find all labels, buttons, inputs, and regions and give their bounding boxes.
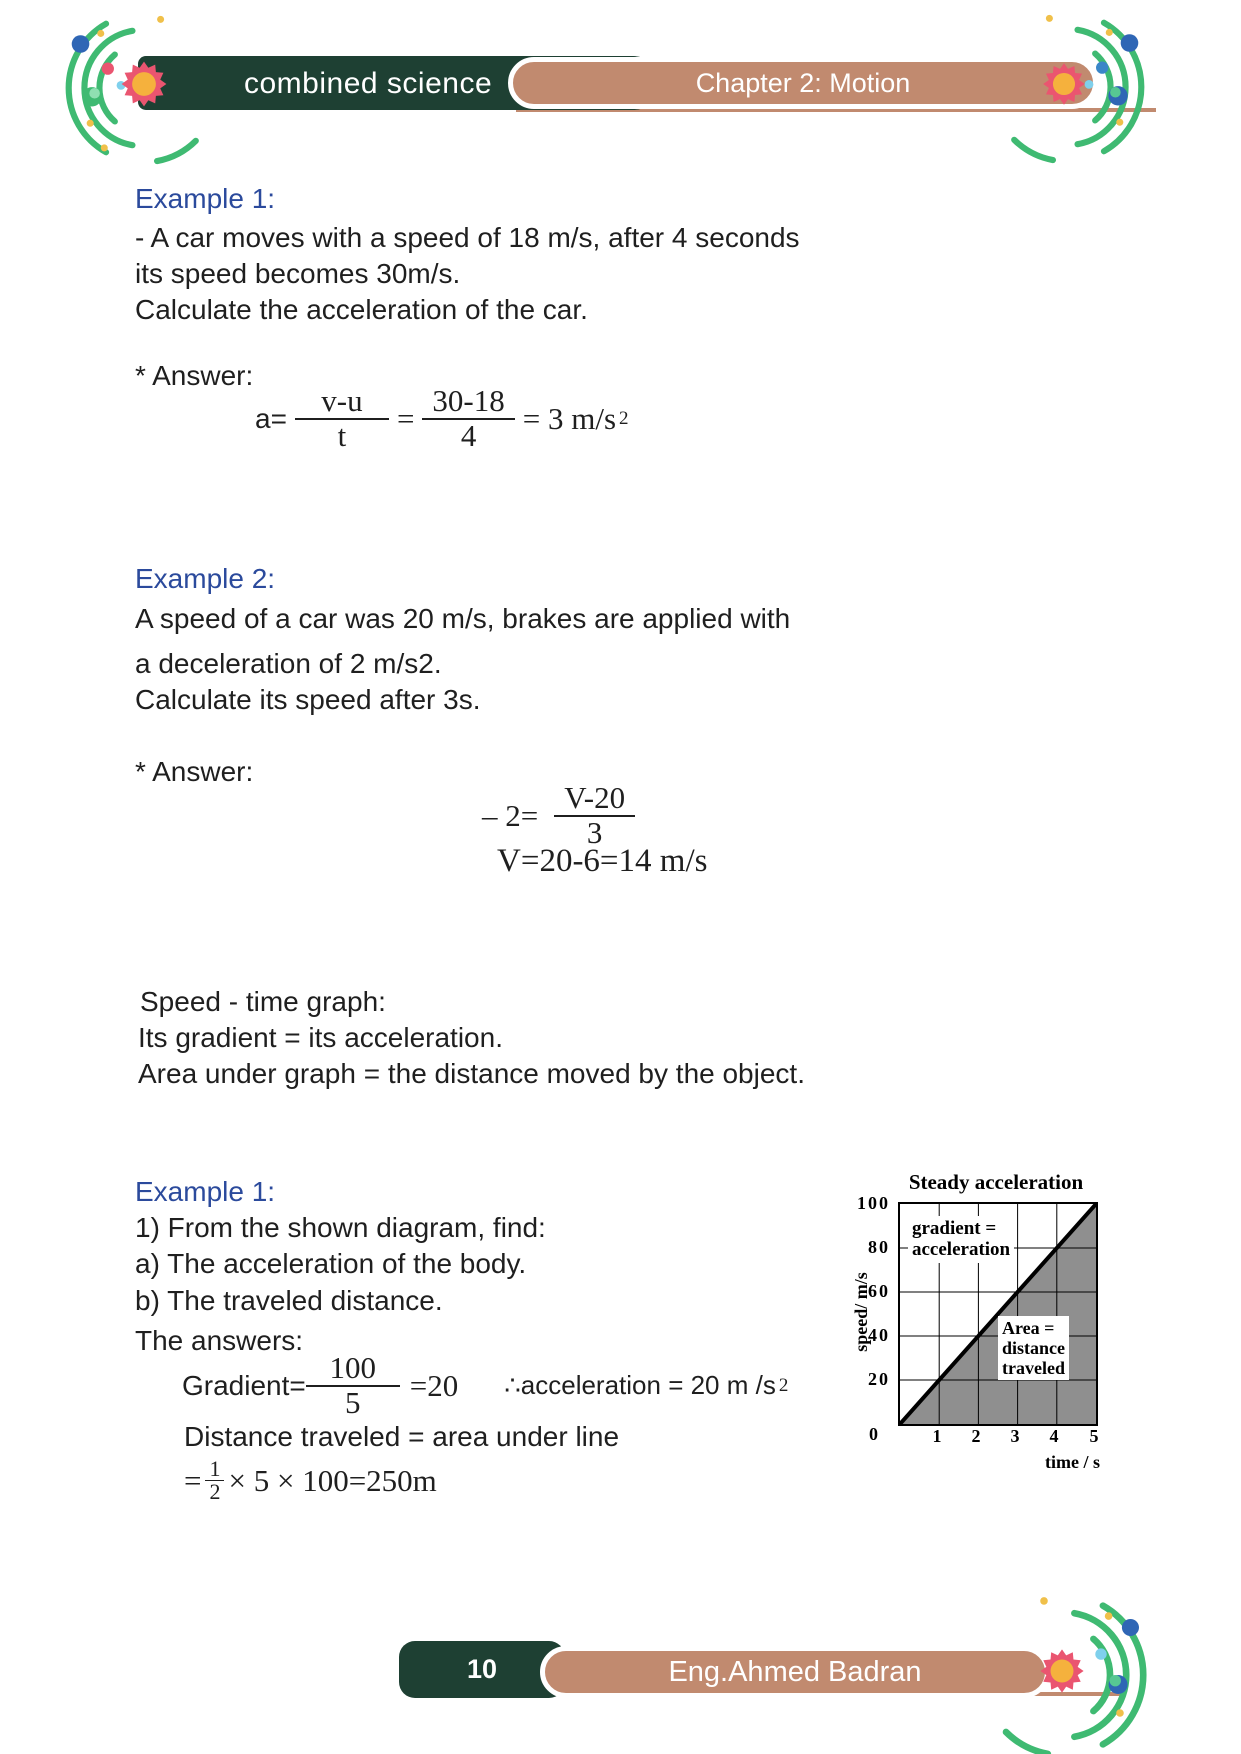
example2-title: Example 2: <box>135 563 276 594</box>
sun-icon-header-right <box>1038 58 1090 110</box>
example3-line: b) The traveled distance. <box>135 1285 443 1316</box>
graph-section-heading: Speed - time graph: <box>140 986 386 1017</box>
example2-line: A speed of a car was 20 m/s, brakes are applied with <box>135 603 791 634</box>
y-tick: 100 <box>857 1193 890 1213</box>
chart-title: Steady acceleration <box>908 1170 1084 1194</box>
example3-line: a) The acceleration of the body. <box>135 1248 527 1279</box>
page-number: 10 <box>466 1654 498 1684</box>
y-tick: 60 <box>868 1281 890 1301</box>
annotation-text: traveled <box>1002 1358 1065 1379</box>
formula-result: = 3 m/s <box>522 400 617 436</box>
x-tick: 5 <box>1089 1426 1099 1446</box>
superscript-2: 2 <box>619 407 629 429</box>
equals-sign: = <box>396 400 415 436</box>
x-tick: 4 <box>1049 1426 1059 1446</box>
example2-formula2: V=20-6=14 m/s <box>497 843 708 879</box>
area-annotation-box <box>998 1316 1069 1380</box>
y-tick: 20 <box>868 1369 890 1389</box>
origin-label: 0 <box>869 1424 880 1444</box>
header-left-banner-label: combined science <box>244 67 493 100</box>
example2-answer-label: * Answer: <box>135 756 254 787</box>
example2-line: Calculate its speed after 3s. <box>135 684 481 715</box>
gradient-annotation-box <box>908 1216 1014 1263</box>
distance-line: Distance traveled = area under line <box>184 1421 620 1452</box>
fraction: $\frac{v-u}{t}$ <box>295 385 389 452</box>
y-tick: 40 <box>868 1325 890 1345</box>
formula-lhs: Gradient= <box>182 1369 306 1401</box>
example3-line: 1) From the shown diagram, find: <box>135 1212 546 1243</box>
example2-formula1 <box>482 782 643 849</box>
speed-time-graph <box>830 1168 1140 1478</box>
x-tick: 1 <box>932 1426 942 1446</box>
chart-plot-area <box>898 1202 1098 1426</box>
chart-xlabel: time / s <box>1045 1452 1100 1472</box>
example3-answers-label: The answers: <box>135 1325 304 1356</box>
footer-author: Eng.Ahmed Badran <box>668 1655 922 1688</box>
formula-lhs: – 2= <box>482 797 539 833</box>
superscript-2: 2 <box>778 1374 789 1396</box>
gradient-formula <box>182 1352 788 1419</box>
example1-line: - A car moves with a speed of 18 m/s, after 4 seconds <box>135 222 800 253</box>
example1-line: Calculate the acceleration of the car. <box>135 294 588 325</box>
sun-icon-footer <box>1035 1644 1089 1698</box>
x-tick: 2 <box>971 1426 981 1446</box>
example1-answer-label: * Answer: <box>135 360 254 391</box>
formula-lhs: a= <box>255 402 287 434</box>
calc-rest: × 5 × 100=250m <box>228 1462 437 1498</box>
graph-section-line: Area under graph = the distance moved by the object. <box>138 1058 805 1089</box>
example1-formula <box>255 385 629 452</box>
chart-ylabel: speed/ m/s <box>851 1272 871 1352</box>
therefore-acceleration: ∴acceleration = 20 m /s <box>504 1370 776 1401</box>
example2-line: a deceleration of 2 m/s2. <box>135 648 442 679</box>
header-chapter-label: Chapter 2: Motion <box>695 67 911 98</box>
annotation-text: gradient = <box>912 1218 997 1239</box>
example1-title: Example 1: <box>135 183 276 214</box>
annotation-text: distance <box>1002 1338 1065 1359</box>
x-tick: 3 <box>1010 1426 1020 1446</box>
equals-sign: = <box>184 1462 202 1498</box>
formula-result: =20 <box>409 1367 459 1403</box>
fraction: $\frac{30-18}{4}$ <box>422 385 514 452</box>
fraction: $\frac{1}{2}$ <box>205 1458 224 1503</box>
y-tick: 80 <box>868 1237 890 1257</box>
graph-section-line: Its gradient = its acceleration. <box>138 1022 503 1053</box>
annotation-text: Area = <box>1002 1318 1055 1338</box>
sun-icon-header-left <box>116 56 172 112</box>
fraction: $\frac{100}{5}$ <box>306 1352 400 1419</box>
fraction: $\frac{V-20}{3}$ <box>554 782 635 849</box>
example1-line: its speed becomes 30m/s. <box>135 258 461 289</box>
annotation-text: acceleration <box>912 1239 1011 1261</box>
distance-calc <box>184 1458 437 1503</box>
example3-title: Example 1: <box>135 1176 276 1207</box>
